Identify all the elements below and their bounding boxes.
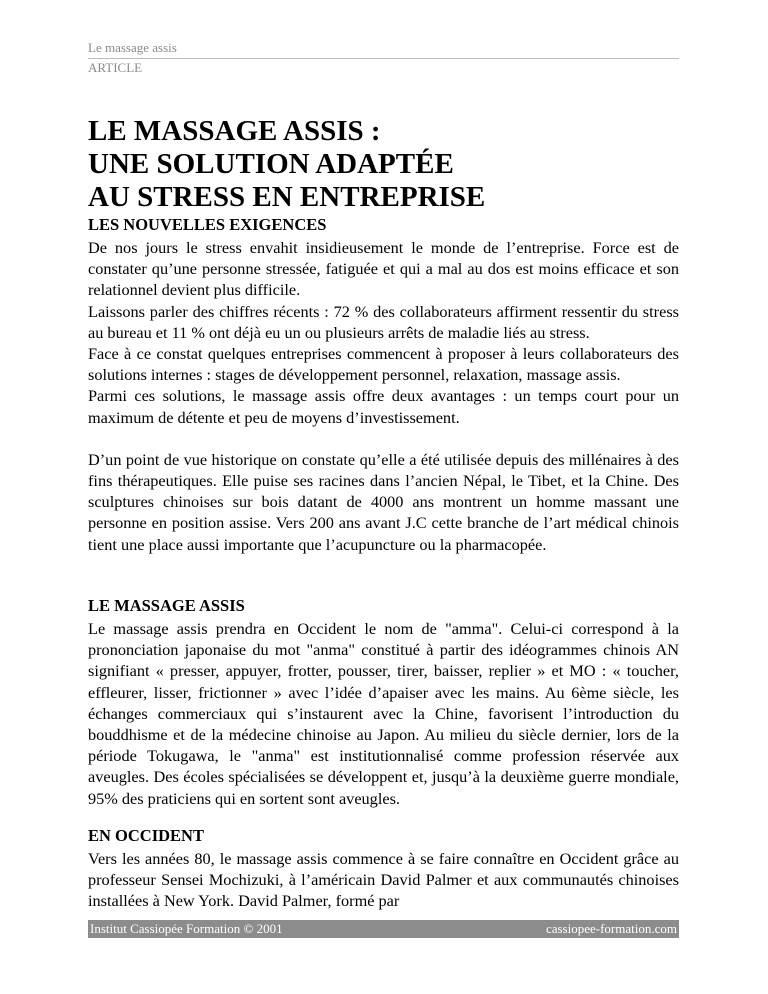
paragraph: Face à ce constat quelques entreprises commencent à proposer à leurs collaborateurs des solutions internes : stages de développement personnel, relaxation, massage assis. xyxy=(88,344,679,385)
section-heading: EN OCCIDENT xyxy=(88,826,204,845)
category-label: ARTICLE xyxy=(88,60,143,75)
page-header xyxy=(88,40,679,76)
page-footer xyxy=(88,920,679,938)
footer-copyright: Institut Cassiopée Formation © 2001 xyxy=(90,921,283,936)
section-heading: LES NOUVELLES EXIGENCES xyxy=(88,215,327,234)
paragraph: Le massage assis prendra en Occident le nom de "amma". Celui-ci correspond à la prononciation japonaise du mot "anma" constitué à partir des idéogrammes chinois AN signifiant « presser, appuyer, frotter, pousser, tirer, baisser, replier » et MO : « toucher, effleurer, lisser, frictionner » avec l’idée d’apaiser avec les mains. Au 6ème siècle, les échanges commerciaux qui s’instaurent avec la Chine, favorisent l’introduction du bouddhisme et de la médecine chinoise au Japon. Au milieu du siècle dernier, lors de la période Tokugawa, le "anma" est institutionnalisé comme profession réservée aux aveugles. Des écoles spécialisées se développent et, jusqu’à la deuxième guerre mondiale, 95% des praticiens qui en sortent sont aveugles. xyxy=(88,619,679,808)
footer-website: cassiopee-formation.com xyxy=(545,921,677,936)
paragraph: Laissons parler des chiffres récents : 72 % des collaborateurs affirment ressentir du stress au bureau et 11 % ont déjà eu un ou plusieurs arrêts de maladie liés au stress. xyxy=(88,301,679,342)
title-line-1: LE MASSAGE ASSIS : xyxy=(88,115,381,147)
running-title: Le massage assis xyxy=(88,40,177,55)
paragraph: De nos jours le stress envahit insidieusement le monde de l’entreprise. Force est de constater qu’une personne stressée, fatiguée et qui a mal au dos est moins efficace et son relationnel devient plus difficile. xyxy=(88,238,679,300)
title-line-2: UNE SOLUTION ADAPTÉE xyxy=(88,148,454,180)
article-title xyxy=(88,115,679,214)
paragraph: Parmi ces solutions, le massage assis offre deux avantages : un temps court pour un maximum de détente et peu de moyens d’investissement. xyxy=(88,386,679,427)
paragraph: D’un point de vue historique on constate qu’elle a été utilisée depuis des millénaires à des fins thérapeutiques. Elle puise ses racines dans l’ancien Népal, le Tibet, et la Chine. Des sculptures chinoises sur bois datant de 4000 ans montrent un homme massant une personne en position assise. Vers 200 ans avant J.C cette branche de l’art médical chinois tient une place aussi importante que l’acupuncture ou la pharmacopée. xyxy=(88,449,679,554)
section-heading: LE MASSAGE ASSIS xyxy=(88,596,245,615)
section-en-occident xyxy=(88,826,679,912)
paragraph: Vers les années 80, le massage assis commence à se faire connaître en Occident grâce au professeur Sensei Mochizuki, à l’américain David Palmer et aux communautés chinoises installées à New York. David Palmer, formé par xyxy=(88,849,679,911)
section-massage-assis xyxy=(88,596,679,809)
title-line-3: AU STRESS EN ENTREPRISE xyxy=(88,181,486,213)
section-nouvelles-exigences xyxy=(88,215,679,555)
